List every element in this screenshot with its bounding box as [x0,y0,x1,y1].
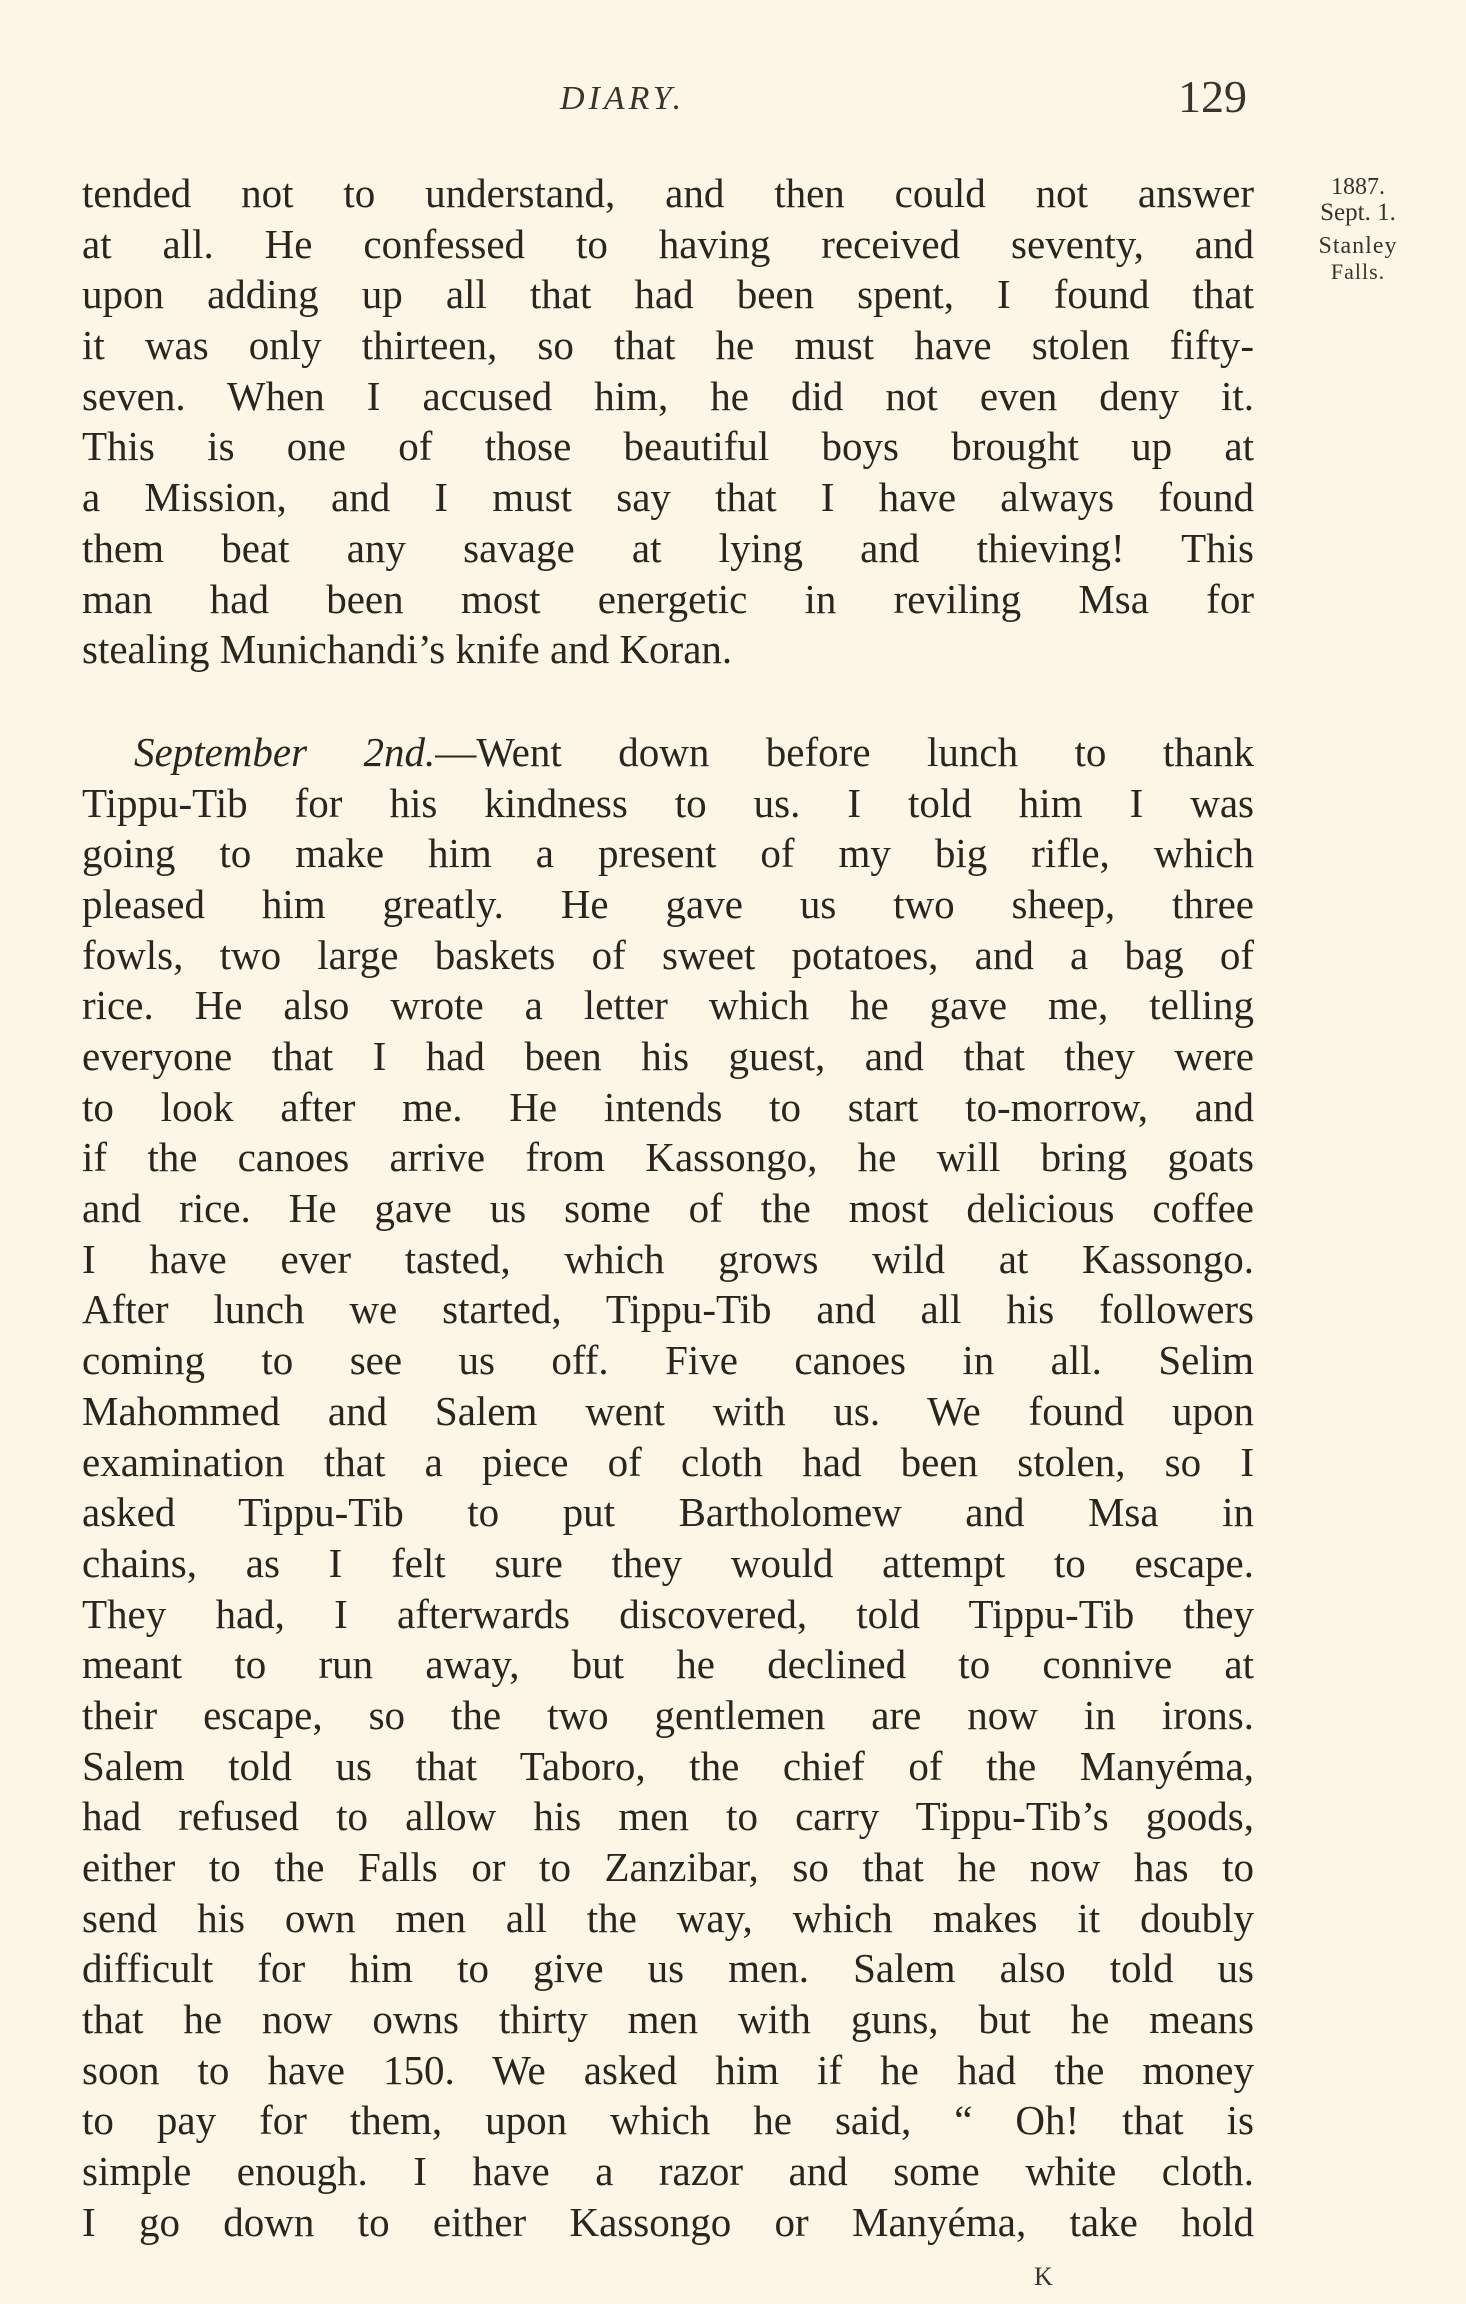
text-line: fowls, two large baskets of sweet potatoes, and a bag of [82,931,1254,978]
text-line: to look after me. He intends to start to-morrow, and [82,1083,1254,1130]
margin-note [1298,175,1418,283]
body-text [82,168,1254,2248]
margin-note-place-2: Falls. [1330,258,1386,284]
margin-note-date: Sept. 1. [1320,199,1396,227]
text-line: tended not to understand, and then could not answer [82,170,1254,216]
text-line: After lunch we started, Tippu-Tib and all his followers [82,1286,1254,1333]
text-line: coming to see us off. Five canoes in all. Selim [82,1337,1254,1384]
running-head [0,70,1466,130]
text-line: that he now owns thirty men with guns, but he means [82,1996,1254,2043]
text-line: everyone that I had been his guest, and that they were [82,1033,1254,1079]
text-line: soon to have 150. We asked him if he had the money [82,2046,1254,2093]
text-line: pleased him greatly. He gave us two sheep, three [82,880,1254,927]
text-line: seven. When I accused him, he did not even deny it. [82,372,1254,419]
text-line: it was only thirteen, so that he must have stolen fifty- [82,322,1254,369]
text-line: Salem told us that Taboro, the chief of the Manyéma, [82,1742,1254,1789]
text-line: difficult for him to give us men. Salem also told us [82,1945,1254,1992]
text-line: them beat any savage at lying and thieving! This [82,524,1254,571]
text-line: Tippu-Tib for his kindness to us. I told him I was [82,779,1254,826]
text-line: man had been most energetic in reviling Msa for [82,575,1254,622]
text-line: their escape, so the two gentlemen are now in irons. [82,1691,1254,1738]
date-label: September 2nd. [134,728,436,775]
text-line: at all. He confessed to having received seventy, and [82,220,1254,267]
text-line: had refused to allow his men to carry Tippu-Tib’s goods, [82,1793,1254,1840]
text-line: send his own men all the way, which makes it doubly [82,1894,1254,1941]
signature-mark: K [1034,2262,1055,2291]
text-line: simple enough. I have a razor and some white cloth. [82,2148,1254,2195]
text-line: asked Tippu-Tib to put Bartholomew and Msa in [82,1489,1254,1536]
text-line: stealing Munichandi’s knife and Koran. [82,626,733,673]
text-line: to pay for them, upon which he said, “ Oh! that is [82,2097,1254,2144]
paragraph-gap [82,675,1254,727]
text-line: I go down to either Kassongo or Manyéma, take hold [82,2198,1254,2245]
margin-note-place: Stanley [1318,233,1398,260]
text-line: I have ever tasted, which grows wild at Kassongo. [82,1235,1254,1282]
text-line: going to make him a present of my big rifle, which [82,830,1254,877]
text-line: a Mission, and I must say that I have always found [82,474,1254,521]
text-line: if the canoes arrive from Kassongo, he will bring goats [82,1134,1254,1181]
first-line-text: —Went down before lunch to thank [435,728,1254,775]
text-line: They had, I afterwards discovered, told Tippu-Tib they [82,1590,1254,1637]
text-line: and rice. He gave us some of the most delicious coffee [82,1185,1254,1232]
paragraph-2 [82,727,1254,2248]
running-title: DIARY. [560,80,686,117]
text-line: Mahommed and Salem went with us. We found upon [82,1387,1254,1434]
text-line: upon adding up all that had been spent, I found that [82,271,1254,318]
text-line: chains, as I felt sure they would attempt to escape. [82,1539,1254,1586]
text-line: This is one of those beautiful boys brought up at [82,423,1254,470]
text-line: either to the Falls or to Zanzibar, so that he now has to [82,1844,1254,1890]
margin-note-year: 1887. [1331,174,1385,200]
text-line: meant to run away, but he declined to connive at [82,1641,1254,1688]
paragraph-1 [82,168,1254,675]
text-line: examination that a piece of cloth had been stolen, so I [82,1438,1254,1485]
text-line: rice. He also wrote a letter which he gave me, telling [82,982,1254,1029]
page-number: 129 [1178,71,1247,122]
paragraph-2-first-line [82,727,1254,778]
